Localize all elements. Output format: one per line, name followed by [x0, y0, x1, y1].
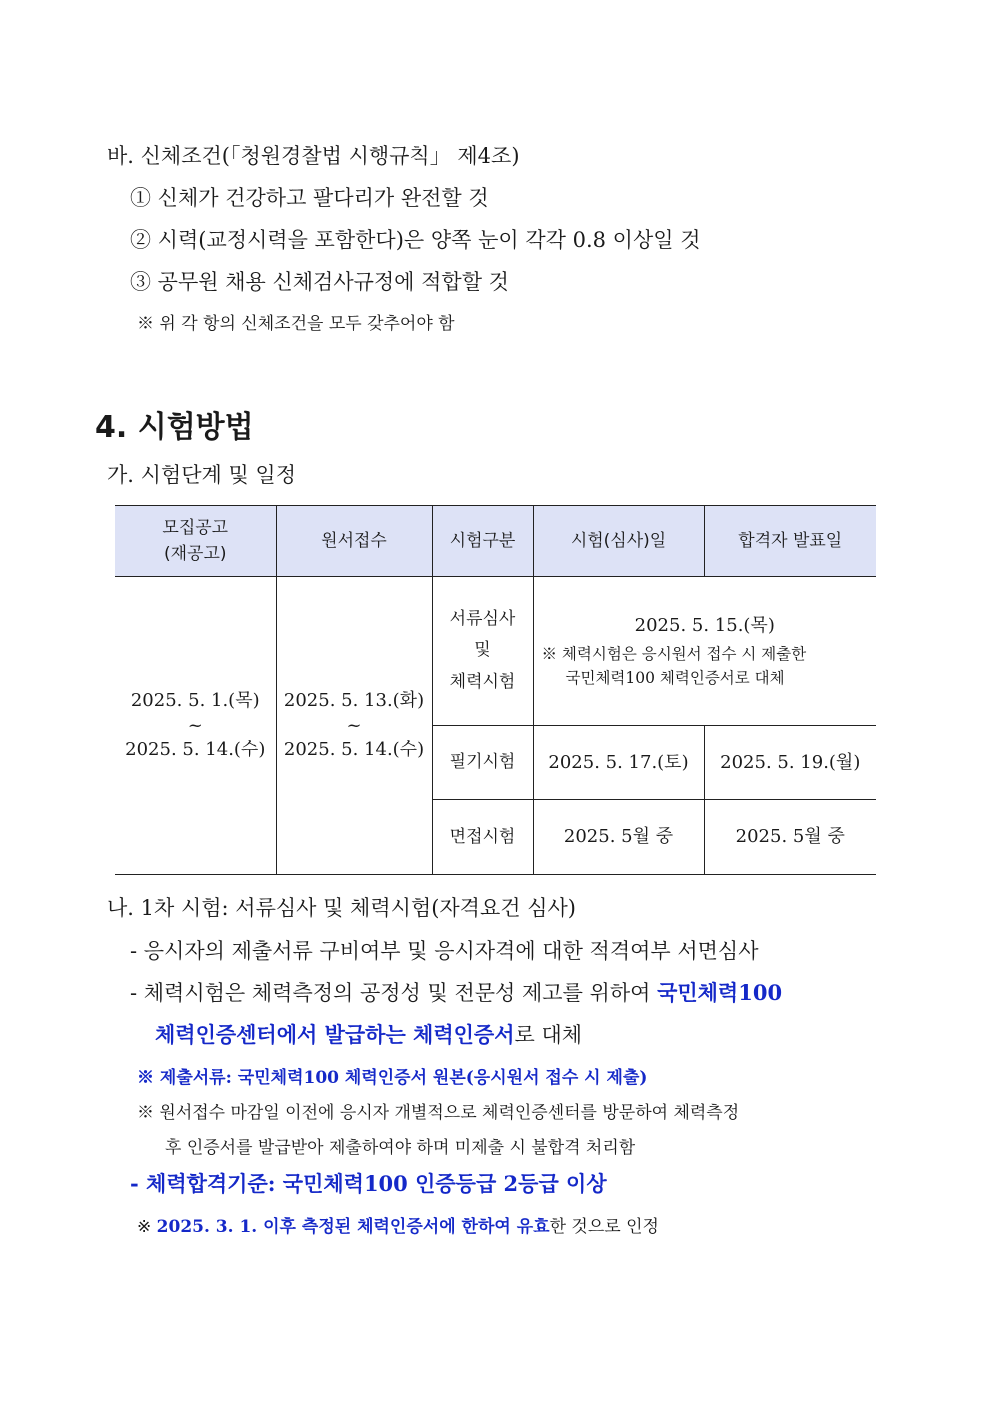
section-ga-title: 가. 시험단계 및 일정 — [107, 463, 296, 487]
note-validity-mark: ※ — [137, 1217, 157, 1237]
condition-note: ※ 위 각 항의 신체조건을 모두 갖추어야 함 — [137, 314, 455, 334]
condition-item-2: ② 시력(교정시력을 포함한다)은 양쪽 눈이 각각 0.8 이상일 것 — [130, 228, 701, 252]
header-apply: 원서접수 — [276, 506, 432, 577]
table-header-row — [115, 506, 876, 577]
na-bullet-2-cont — [155, 1019, 582, 1049]
apply-start: 2025. 5. 13.(화) — [283, 689, 425, 711]
na-bullet-2-highlight: 국민체력100 — [657, 980, 783, 1005]
exam-type-written: 필기시험 — [432, 726, 533, 800]
exam-type-document: 서류심사 및 체력시험 — [432, 577, 533, 726]
section-na-title: 나. 1차 시험: 서류심사 및 체력시험(자격요건 심사) — [107, 896, 576, 920]
header-announce-date: 합격자 발표일 — [704, 506, 876, 577]
fitness-note-line1: ※ 체력시험은 응시원서 접수 시 제출한 — [541, 644, 807, 663]
recruit-tilde: ~ — [187, 714, 203, 736]
na-bullet-3: - 체력합격기준: 국민체력100 인증등급 2등급 이상 — [130, 1171, 607, 1196]
document-exam-date: 2025. 5. 15.(목) — [634, 615, 775, 637]
na-bullet-2-highlight-cont: 체력인증센터에서 발급하는 체력인증서 — [155, 1022, 515, 1047]
recruit-end: 2025. 5. 14.(수) — [125, 739, 266, 761]
header-exam-type: 시험구분 — [432, 506, 533, 577]
note-deadline-line2: 후 인증서를 발급받아 제출하여야 하며 미제출 시 불합격 처리함 — [165, 1138, 636, 1158]
apply-tilde: ~ — [346, 714, 362, 736]
apply-period-cell — [276, 577, 432, 875]
note-validity-tail: 한 것으로 인정 — [549, 1217, 659, 1237]
written-exam-date: 2025. 5. 17.(토) — [533, 726, 704, 800]
na-bullet-1: - 응시자의 제출서류 구비여부 및 응시자격에 대한 적격여부 서면심사 — [130, 939, 759, 963]
note-submit-docs: ※ 제출서류: 국민체력100 체력인증서 원본(응시원서 접수 시 제출) — [137, 1068, 648, 1088]
document-exam-date-cell — [533, 577, 876, 726]
note-validity-highlight: 2025. 3. 1. 이후 측정된 체력인증서에 한하여 유효 — [156, 1217, 550, 1237]
header-exam-date: 시험(심사)일 — [533, 506, 704, 577]
written-announce-date: 2025. 5. 19.(월) — [704, 726, 876, 800]
exam-schedule-table — [115, 505, 876, 875]
condition-item-3: ③ 공무원 채용 신체검사규정에 적합할 것 — [130, 270, 509, 294]
na-bullet-2-text: - 체력시험은 체력측정의 공정성 및 전문성 제고를 위하여 — [130, 981, 658, 1005]
section-ba-title: 바. 신체조건(「청원경찰법 시행규칙」 제4조) — [107, 144, 520, 168]
fitness-note-line2: 국민체력100 체력인증서로 대체 — [565, 668, 785, 687]
header-recruit: 모집공고 (재공고) — [115, 506, 276, 577]
note-deadline-line1: ※ 원서접수 마감일 이전에 응시자 개별적으로 체력인증센터를 방문하여 체력측정 — [137, 1103, 740, 1123]
recruit-start: 2025. 5. 1.(목) — [130, 689, 260, 711]
table-row — [115, 577, 876, 726]
na-bullet-2-tail: 로 대체 — [514, 1023, 583, 1047]
interview-announce-date: 2025. 5월 중 — [704, 800, 876, 875]
recruit-period-cell — [115, 577, 276, 875]
interview-exam-date: 2025. 5월 중 — [533, 800, 704, 875]
apply-end: 2025. 5. 14.(수) — [283, 739, 425, 761]
condition-item-1: ① 신체가 건강하고 팔다리가 완전할 것 — [130, 186, 489, 210]
na-bullet-2 — [130, 977, 782, 1007]
section-heading: 4. 시험방법 — [95, 410, 254, 445]
exam-type-interview: 면접시험 — [432, 800, 533, 875]
note-validity — [137, 1212, 659, 1237]
